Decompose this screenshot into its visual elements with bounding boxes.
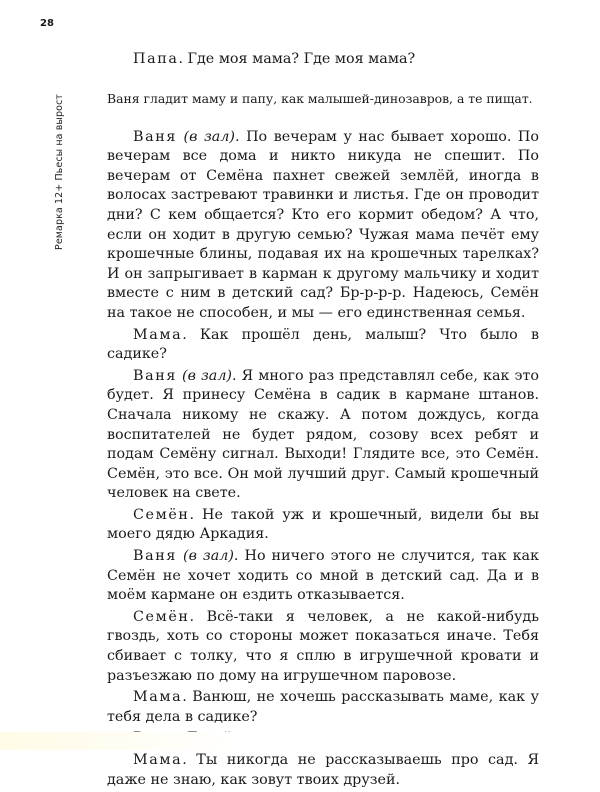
dialogue-line xyxy=(107,547,539,606)
dialogue-line xyxy=(107,326,539,365)
dialogue-line xyxy=(107,506,539,545)
speaker-name: Папа xyxy=(133,51,179,67)
dialogue-line xyxy=(107,688,539,727)
line-text: . По вечерам у нас бывает хорошо. По вечерам все дома и никто никуда не спешит. По вечерам от Семёна пахнет свежей землёй, иногда в волосах застревают травинки и листья. Где он проводит дни? С кем общается? Кто его кормит обедом? А что, если он ходит в другую семью? Чужая мама печёт ему крошечные блины, подавая их на крошечных тарелках? И он запрыгивает в карман к другому мальчику и ходит вместе с ним в детский сад? Бр-р-р-р. Надеюсь, Семён на такое не способен, и мы — его единственная семья. xyxy=(107,128,539,321)
dialogue-line xyxy=(107,128,539,324)
dialogue-line xyxy=(107,608,539,686)
line-text: . Как прошёл день, малыш? Что было в садике? xyxy=(107,326,539,363)
running-header: Ремарка 12+ Пьесы на вырост xyxy=(54,93,65,250)
dialogue-line xyxy=(107,751,539,790)
page-number: 28 xyxy=(40,18,54,29)
speaker-name: Мама xyxy=(133,752,183,768)
page-bottom-edge xyxy=(0,732,600,750)
speaker-name: Мама xyxy=(133,326,183,343)
line-text: . Ты никогда не рассказываешь про сад. Я даже не знаю, как зовут твоих друзей. xyxy=(107,752,539,788)
line-text: . Я много раз представлял себе, как это будет. Я принесу Семёна в садик в кармане штанов. Сначала никому не скажу. А потом дождусь, когда воспитателей не будет рядом, созову всех ребят и подам Семёну сигнал. Выходи! Глядите все, это Семён. Семён, это все. Он мой лучший друг. Самый крошечный человек на свете. xyxy=(107,367,539,502)
line-text: . Не такой уж и крошечный, видели бы вы моего дядю Аркадия. xyxy=(107,506,539,543)
line-text: . Где моя мама? Где моя мама? xyxy=(178,51,416,67)
line-text: . Но ничего этого не случится, так как Семён не хочет ходить со мной в детский сад. Да и в моём кармане он ездить отказывается. xyxy=(107,548,540,604)
stage-direction: Ваня гладит маму и папу, как малышей-динозавров, а те пищат. xyxy=(107,90,533,106)
stage-remark: (в зал) xyxy=(183,548,234,565)
stage-remark: (в зал) xyxy=(182,367,233,384)
play-text xyxy=(107,50,539,792)
speaker-name: Семён xyxy=(133,506,190,523)
speaker-name: Мама xyxy=(133,689,183,706)
dialogue-line xyxy=(107,50,539,70)
dialogue-line xyxy=(107,367,539,504)
line-text: . Ванюш, не хочешь рассказывать маме, как у тебя дела в садике? xyxy=(107,689,539,725)
line-text: . Всё-таки я человек, а не какой-нибудь гвоздь, хоть со стороны может показаться иначе. Тебя сбивает с толку, что я сплю в игрушечной кровати и разъезжаю по дому на игрушечном паровозе. xyxy=(107,608,539,684)
stage-remark: (в зал) xyxy=(183,128,235,145)
speaker-name: Семён xyxy=(133,608,190,625)
speaker-name: Ваня xyxy=(133,367,177,384)
speaker-name: Ваня xyxy=(133,128,177,145)
speaker-name: Ваня xyxy=(133,548,177,565)
